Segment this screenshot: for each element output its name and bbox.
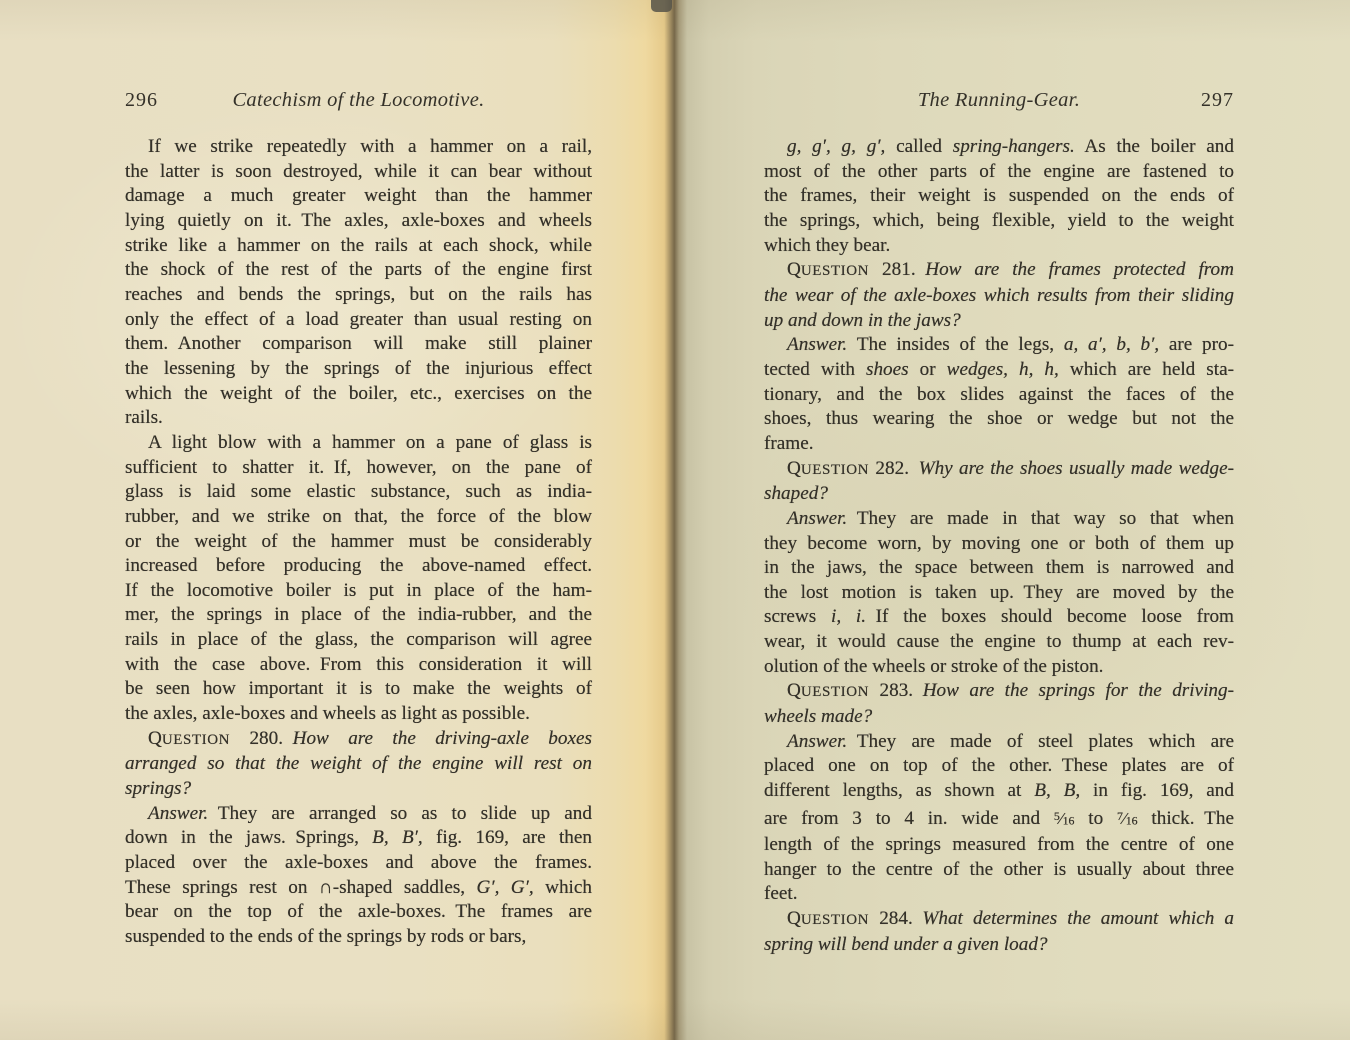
- text-line: [764, 457, 1234, 483]
- text-segment: bear on the top of the axle-boxes. The frames are: [125, 901, 592, 923]
- text-line: [764, 705, 1234, 730]
- paragraph: [125, 727, 592, 802]
- fraction: $^5$⁄16: [1053, 808, 1075, 828]
- text-segment: wear, it would cause the engine to thump at each rev-: [764, 631, 1234, 653]
- text-line: [764, 581, 1234, 606]
- paragraph: [764, 457, 1234, 507]
- fraction: $^7$⁄16: [1117, 808, 1138, 828]
- text-segment: rails in place of the glass, the comparison will agree: [125, 629, 592, 651]
- text-segment: thick. The: [1137, 807, 1234, 829]
- text-segment: If the boxes should become loose from: [866, 606, 1234, 628]
- text-segment: in the jaws, the space between them is narrowed and: [764, 557, 1234, 579]
- text-line: [764, 135, 1234, 160]
- text-segment: wedges, h, h,: [946, 358, 1059, 380]
- text-segment: G′, G′,: [476, 876, 534, 898]
- text-segment: the springs, which, being flexible, yield to the weight: [764, 209, 1234, 231]
- text-segment: to: [1074, 807, 1118, 829]
- right-page-header: [764, 88, 1234, 112]
- text-segment: i, i.: [831, 606, 867, 628]
- text-segment: spring-hangers.: [952, 136, 1075, 157]
- text-line: [125, 382, 592, 407]
- text-segment: sufficient to shatter it. If, however, on the pane of: [125, 456, 592, 478]
- text-segment: which the weight of the boiler, etc., exercises on the: [125, 382, 592, 404]
- text-line: [125, 900, 592, 925]
- text-line: [764, 234, 1234, 259]
- text-segment: Why are the shoes usually made wedge-: [918, 457, 1234, 479]
- text-line: [125, 777, 592, 802]
- text-segment: reaches and bends the springs, but on the rails has: [125, 283, 592, 305]
- text-line: [125, 851, 592, 876]
- text-segment: the wear of the axle-boxes which results from their sliding: [764, 284, 1234, 306]
- text-line: [125, 802, 592, 827]
- text-line: [764, 804, 1234, 833]
- text-segment: which are held sta-: [1058, 358, 1234, 380]
- text-segment: hanger to the centre of the other is usually about three: [764, 858, 1234, 880]
- text-line: [125, 258, 592, 283]
- text-segment: up and down in the jaws?: [764, 309, 961, 331]
- text-line: [125, 752, 592, 777]
- text-segment: As the boiler and: [1074, 136, 1234, 157]
- right-page-body: [764, 135, 1234, 957]
- text-segment: are from 3 to 4 in. wide and: [764, 807, 1054, 829]
- text-line: [764, 432, 1234, 457]
- text-segment: different lengths, as shown at: [764, 780, 1035, 802]
- page-number: 296: [125, 89, 158, 111]
- running-title: The Running-Gear.: [917, 89, 1081, 111]
- paragraph: [764, 907, 1234, 957]
- text-segment: the latter is soon destroyed, while it can bear without: [125, 160, 592, 182]
- text-segment: 280.: [230, 727, 293, 749]
- paragraph: [125, 135, 592, 431]
- text-line: [764, 730, 1234, 755]
- text-line: [125, 234, 592, 259]
- text-segment: called: [885, 136, 953, 157]
- left-page: [125, 88, 592, 950]
- text-segment: damage a much greater weight than the hammer: [125, 185, 592, 207]
- text-segment: the frames, their weight is suspended on the ends of: [764, 185, 1234, 207]
- text-line: [764, 333, 1234, 358]
- text-line: [764, 407, 1234, 432]
- left-page-body: [125, 135, 592, 950]
- text-segment: If the locomotive boiler is put in place of the ham-: [125, 579, 592, 601]
- text-segment: A light blow with a hammer on a pane of glass is: [148, 431, 592, 453]
- text-segment: They are made in that way so that when: [847, 507, 1234, 529]
- text-segment: placed over the axle-boxes and above the frames.: [125, 852, 592, 874]
- text-segment: These springs rest on ∩-shaped saddles,: [125, 876, 477, 898]
- text-segment: shoes, thus wearing the shoe or wedge but not the: [764, 408, 1234, 430]
- text-segment: B, B′,: [372, 827, 423, 849]
- text-line: [764, 209, 1234, 234]
- text-segment: them. Another comparison will make still plainer: [125, 333, 592, 355]
- text-segment: tected with: [764, 358, 866, 380]
- text-segment: How are the driving-axle boxes: [292, 727, 592, 749]
- text-segment: screws: [764, 606, 831, 628]
- page-number: 297: [1201, 89, 1234, 111]
- text-segment: 281.: [869, 259, 926, 281]
- text-segment: Answer.: [787, 507, 848, 529]
- text-segment: If we strike repeatedly with a hammer on a rail,: [148, 136, 592, 157]
- text-segment: frame.: [764, 432, 814, 454]
- text-line: [125, 184, 592, 209]
- text-segment: lying quietly on it. The axles, axle-boxes and wheels: [125, 209, 592, 231]
- text-line: [125, 431, 592, 456]
- text-segment: Answer.: [787, 730, 848, 752]
- text-line: [125, 209, 592, 234]
- text-segment: down in the jaws. Springs,: [125, 827, 373, 849]
- running-title: Catechism of the Locomotive.: [232, 89, 485, 111]
- text-line: [125, 628, 592, 653]
- text-line: [764, 358, 1234, 383]
- text-line: [764, 556, 1234, 581]
- text-line: [764, 482, 1234, 507]
- text-line: [125, 308, 592, 333]
- text-segment: glass is laid some elastic substance, such as india-: [125, 481, 592, 503]
- text-segment: most of the other parts of the engine are fastened to: [764, 160, 1234, 182]
- text-line: [125, 283, 592, 308]
- text-line: [764, 655, 1234, 680]
- text-line: [125, 406, 592, 431]
- paragraph: [764, 333, 1234, 456]
- text-segment: rubber, and we strike on that, the force of the blow: [125, 505, 592, 527]
- text-segment: shaped?: [764, 483, 828, 505]
- text-line: [764, 284, 1234, 309]
- text-segment: What determines the amount which a: [922, 907, 1235, 929]
- text-line: [125, 653, 592, 678]
- text-line: [764, 882, 1234, 907]
- text-line: [764, 605, 1234, 630]
- text-line: [125, 357, 592, 382]
- text-segment: increased before producing the above-named effect.: [125, 555, 592, 577]
- text-segment: How are the springs for the driving-: [922, 680, 1235, 702]
- text-segment: springs?: [125, 778, 192, 800]
- paragraph: [764, 258, 1234, 333]
- text-segment: spring will bend under a given load?: [764, 933, 1048, 955]
- text-segment: in fig. 169, and: [1080, 780, 1234, 802]
- paragraph: [764, 679, 1234, 729]
- text-line: [125, 554, 592, 579]
- text-segment: They are made of steel plates which are: [847, 730, 1234, 752]
- paragraph: [764, 135, 1234, 258]
- text-segment: placed one on top of the other. These plates are of: [764, 755, 1234, 777]
- text-line: [764, 754, 1234, 779]
- text-segment: suspended to the ends of the springs by rods or bars,: [125, 926, 527, 947]
- text-line: [764, 160, 1234, 185]
- text-segment: or: [908, 358, 947, 380]
- text-segment: Answer.: [787, 334, 848, 356]
- text-segment: B, B,: [1034, 780, 1081, 802]
- text-segment: rails.: [125, 407, 163, 429]
- text-segment: They are arranged so as to slide up and: [208, 802, 592, 824]
- text-segment: shoes: [865, 358, 909, 380]
- text-segment: the axles, axle-boxes and wheels as light as possible.: [125, 703, 530, 725]
- text-segment: QUESTION: [787, 907, 870, 929]
- text-segment: only the effect of a load greater than usual resting on: [125, 308, 592, 330]
- text-line: [125, 480, 592, 505]
- paragraph: [764, 507, 1234, 680]
- text-line: [125, 727, 592, 753]
- text-segment: QUESTION: [787, 457, 870, 479]
- text-line: [125, 925, 592, 950]
- text-segment: Answer.: [148, 802, 209, 824]
- text-line: [764, 383, 1234, 408]
- text-segment: QUESTION: [787, 259, 870, 281]
- text-line: [125, 702, 592, 727]
- text-segment: length of the springs measured from the centre of one: [764, 834, 1234, 856]
- text-segment: g, g′, g, g′,: [787, 136, 886, 157]
- text-line: [125, 826, 592, 851]
- text-segment: or the weight of the hammer must be considerably: [125, 530, 592, 552]
- text-segment: are pro-: [1159, 334, 1235, 356]
- text-segment: with the case above. From this consideration it will: [125, 653, 592, 675]
- text-line: [125, 579, 592, 604]
- text-segment: be seen how important it is to make the weights of: [125, 678, 592, 700]
- left-page-header: [125, 88, 592, 112]
- text-line: [125, 603, 592, 628]
- right-page: [764, 88, 1234, 957]
- text-line: [125, 505, 592, 530]
- text-segment: mer, the springs in place of the india-rubber, and the: [125, 604, 592, 626]
- text-segment: they become worn, by moving one or both of them up: [764, 532, 1234, 554]
- text-line: [764, 858, 1234, 883]
- text-line: [764, 833, 1234, 858]
- text-segment: 283.: [869, 680, 923, 702]
- text-line: [764, 779, 1234, 804]
- text-segment: olution of the wheels or stroke of the piston.: [764, 655, 1104, 677]
- text-line: [764, 507, 1234, 532]
- text-line: [125, 332, 592, 357]
- paragraph: [125, 431, 592, 727]
- text-line: [125, 530, 592, 555]
- text-segment: 282.: [869, 457, 919, 479]
- text-line: [764, 532, 1234, 557]
- text-segment: the shock of the rest of the parts of the engine first: [125, 259, 592, 281]
- text-line: [125, 456, 592, 481]
- text-segment: strike like a hammer on the rails at each shock, while: [125, 234, 592, 256]
- text-line: [125, 160, 592, 185]
- text-line: [764, 258, 1234, 284]
- text-segment: QUESTION: [148, 727, 231, 749]
- text-segment: How are the frames protected from: [925, 259, 1235, 281]
- text-segment: which they bear.: [764, 234, 891, 256]
- text-segment: the lessening by the springs of the injurious effect: [125, 357, 592, 379]
- paragraph: [125, 802, 592, 950]
- paragraph: [764, 730, 1234, 907]
- text-segment: tionary, and the box slides against the faces of the: [764, 383, 1234, 405]
- spine-clip: [651, 0, 672, 12]
- text-line: [125, 677, 592, 702]
- text-segment: The insides of the legs,: [847, 334, 1064, 356]
- text-line: [764, 933, 1234, 958]
- text-segment: feet.: [764, 883, 798, 905]
- text-line: [764, 184, 1234, 209]
- text-segment: which: [533, 876, 592, 898]
- text-segment: a, a′, b, b′,: [1063, 334, 1160, 356]
- text-line: [125, 876, 592, 901]
- text-segment: arranged so that the weight of the engine will rest on: [125, 753, 592, 775]
- text-segment: the lost motion is taken up. They are moved by the: [764, 581, 1234, 603]
- text-segment: fig. 169, are then: [422, 827, 592, 849]
- text-line: [764, 309, 1234, 334]
- text-segment: QUESTION: [787, 680, 870, 702]
- text-line: [764, 630, 1234, 655]
- text-line: [125, 135, 592, 160]
- text-line: [764, 679, 1234, 705]
- text-segment: wheels made?: [764, 706, 873, 728]
- text-line: [764, 907, 1234, 933]
- text-segment: 284.: [869, 907, 923, 929]
